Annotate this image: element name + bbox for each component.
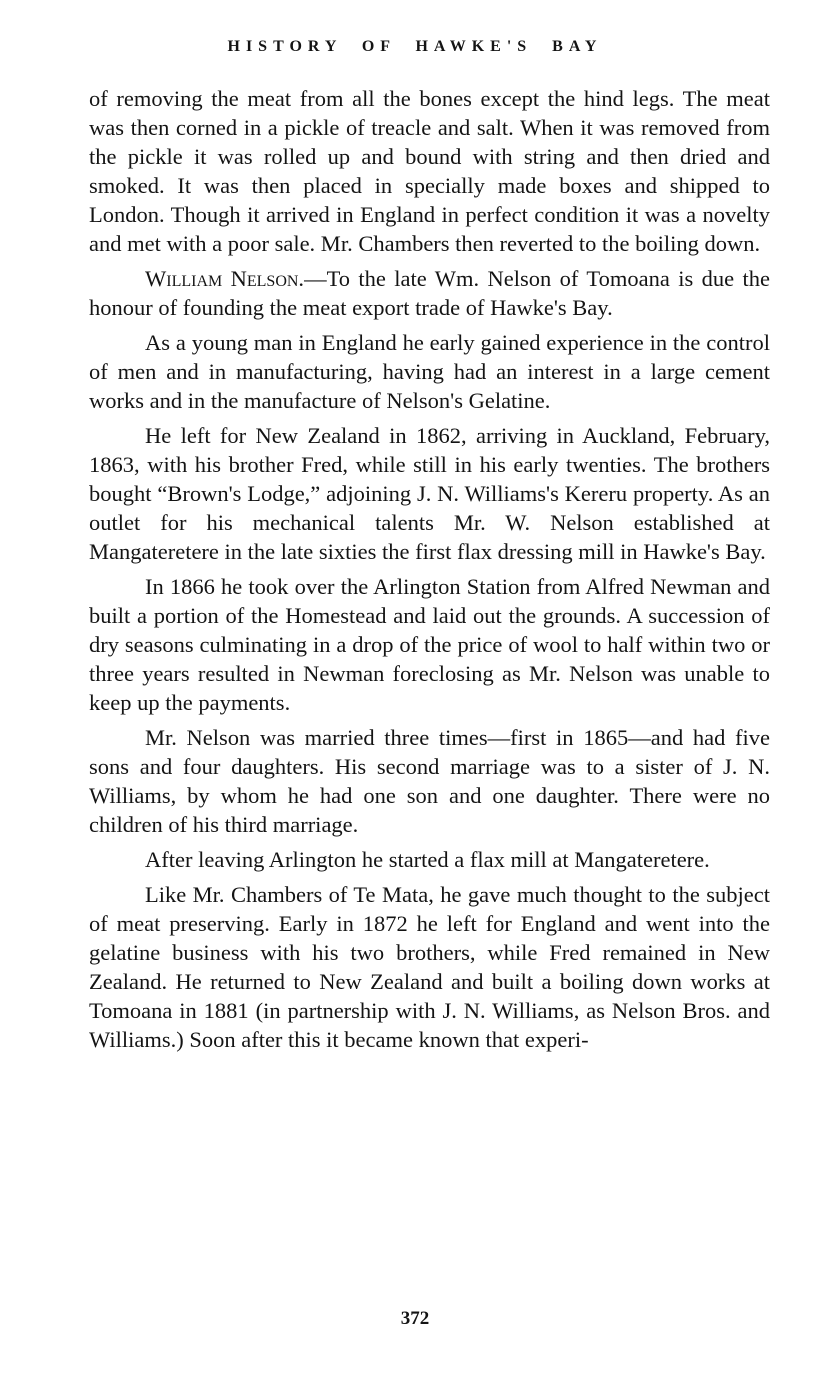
running-head: HISTORY OF HAWKE'S BAY [227, 38, 603, 55]
body-text [89, 84, 770, 1054]
paragraph: Mr. Nelson was married three times—first in 1865—and had five sons and four daughters. His second marriage was to a sister of J. N. Williams, by whom he had one son and one daughter. There were no children of his third marriage. [89, 725, 770, 837]
paragraph: Like Mr. Chambers of Te Mata, he gave much thought to the subject of meat preserving. Early in 1872 he left for England and went into the gelatine business with his two brothers, while Fred remained in New Zealand. He returned to New Zealand and built a boiling down works at Tomoana in 1881 (in partnership with J. N. Williams, as Nelson Bros. and Williams.) Soon after this it became known that experi- [89, 882, 770, 1052]
page-number: 372 [400, 1308, 430, 1329]
section-lead-name: William Nelson. [145, 266, 305, 291]
paragraph: After leaving Arlington he started a flax mill at Mangateretere. [145, 847, 710, 872]
paragraph-william-nelson [89, 264, 770, 322]
paragraph: He left for New Zealand in 1862, arriving in Auckland, February, 1863, with his brother Fred, while still in his early twenties. The brothers bought “Brown's Lodge,” adjoining J. N. Williams's Kereru property. As an outlet for his mechanical talents Mr. W. Nelson established at Mangateretere in the late sixties the first flax dressing mill in Hawke's Bay. [89, 423, 770, 564]
paragraph: In 1866 he took over the Arlington Station from Alfred Newman and built a portion of the Homestead and laid out the grounds. A succession of dry seasons culminating in a drop of the price of wool to half within two or three years resulted in Newman foreclosing as Mr. Nelson was unable to keep up the payments. [89, 574, 770, 715]
paragraph-text: —To the late Wm. Nelson of Tomoana is due the honour of founding the meat export trade of Hawke's Bay. [89, 266, 770, 320]
paragraph-continued: of removing the meat from all the bones except the hind legs. The meat was then corned in a pickle of treacle and salt. When it was removed from the pickle it was rolled up and bound with string and then dried and smoked. It was then placed in specially made boxes and shipped to London. Though it arrived in England in perfect condition it was a novelty and met with a poor sale. Mr. Chambers then reverted to the boiling down. [89, 86, 770, 256]
paragraph: As a young man in England he early gained experience in the control of men and in manufacturing, having had an interest in a large cement works and in the manufacture of Nelson's Gelatine. [89, 330, 770, 413]
